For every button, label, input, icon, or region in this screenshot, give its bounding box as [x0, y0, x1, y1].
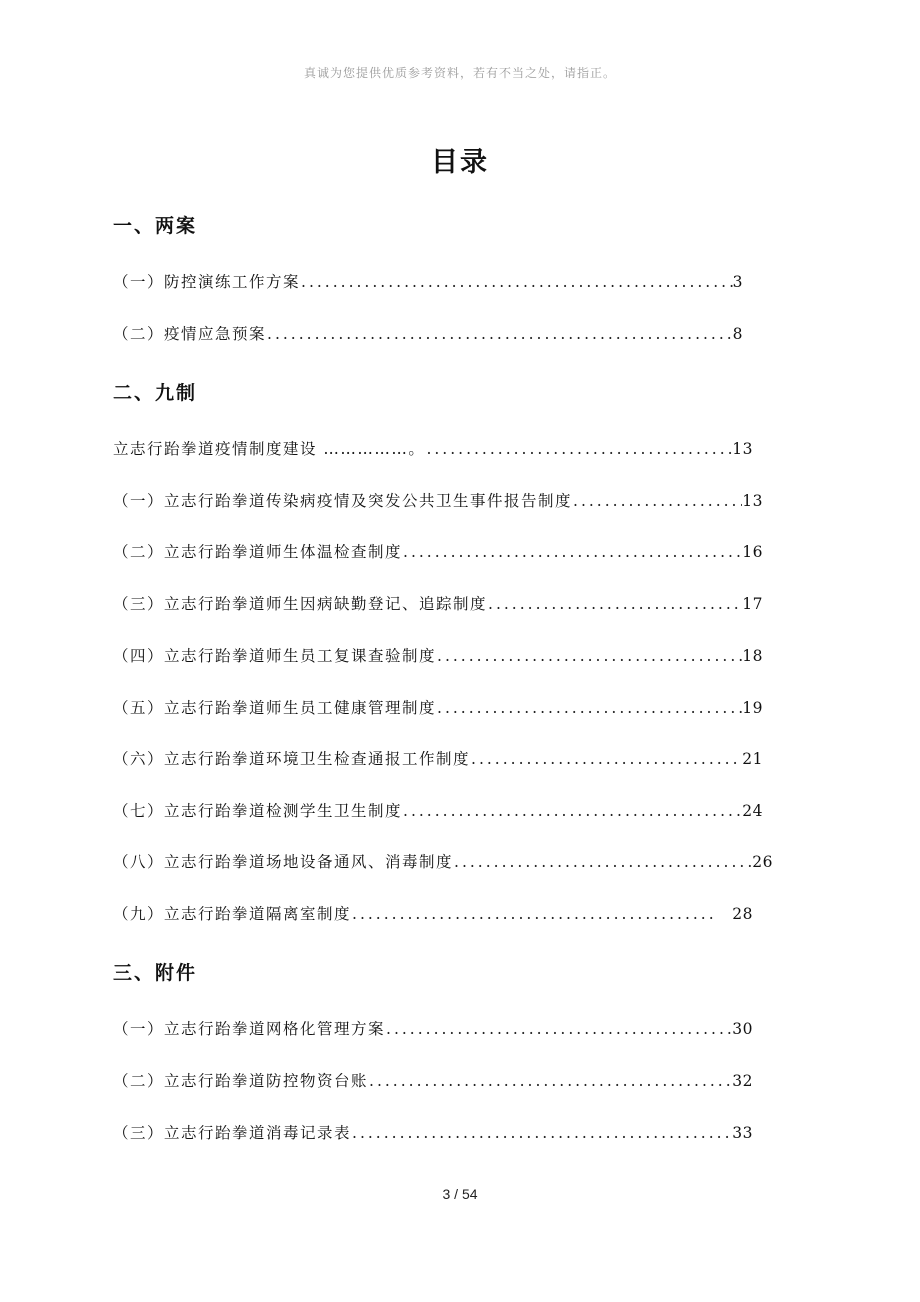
section-heading-jiuzhi: 二、九制: [113, 382, 198, 404]
toc-entry[interactable]: [113, 644, 763, 668]
toc-entry-page: 13: [732, 440, 753, 458]
toc-entry[interactable]: [113, 489, 763, 513]
page-number-footer: 3 / 54: [442, 1186, 478, 1202]
toc-entry[interactable]: [113, 902, 753, 926]
toc-entry-page: 8: [732, 325, 743, 343]
toc-entry-label: （五）立志行跆拳道师生员工健康管理制度: [113, 699, 437, 717]
section-heading-liangan: 一、两案: [113, 215, 198, 237]
toc-leader-dots: [453, 853, 752, 871]
toc-leader-dots: [487, 595, 742, 613]
toc-entry[interactable]: [113, 696, 763, 720]
toc-entry-page: 32: [732, 1072, 753, 1090]
toc-entry-label: （二）立志行跆拳道师生体温检查制度: [113, 543, 403, 561]
toc-entry[interactable]: [113, 1069, 753, 1093]
toc-leader-dots: [385, 1020, 732, 1038]
toc-entry[interactable]: [113, 1121, 753, 1145]
toc-entry-page: 30: [732, 1020, 753, 1038]
toc-entry[interactable]: [113, 322, 743, 346]
toc-leader-dots: [351, 905, 718, 923]
watermark-text: 真诚为您提供优质参考资料，若有不当之处，请指正。: [303, 66, 616, 80]
toc-entry[interactable]: [113, 270, 743, 294]
toc-leader-dots: [425, 440, 732, 458]
toc-leader-dots: [402, 543, 742, 561]
toc-entry-page: 26: [752, 853, 773, 871]
toc-entry-label: （七）立志行跆拳道检测学生卫生制度: [113, 802, 403, 820]
toc-entry-page: 28: [732, 905, 753, 923]
toc-entry-label: （一）防控演练工作方案: [113, 273, 301, 291]
toc-entry-label: （四）立志行跆拳道师生员工复课查验制度: [113, 647, 437, 665]
toc-leader-dots: [266, 325, 733, 343]
toc-entry-page: 13: [742, 492, 763, 510]
toc-entry-page: 21: [742, 750, 763, 768]
toc-entry[interactable]: [113, 799, 763, 823]
toc-entry-page: 19: [742, 699, 763, 717]
toc-entry-page: 24: [742, 802, 763, 820]
toc-leader-dots: [368, 1072, 732, 1090]
toc-entry-label: 立志行跆拳道疫情制度建设 ……………。: [113, 440, 426, 458]
toc-entry-page: 3: [732, 273, 743, 291]
toc-leader-dots: [470, 750, 742, 768]
toc-entry[interactable]: [113, 747, 763, 771]
toc-leader-dots: [572, 492, 742, 510]
toc-entry-label: （一）立志行跆拳道网格化管理方案: [113, 1020, 386, 1038]
toc-entry-label: （三）立志行跆拳道师生因病缺勤登记、追踪制度: [113, 595, 488, 613]
toc-entry[interactable]: [113, 540, 763, 564]
toc-entry-label: （二）立志行跆拳道防控物资台账: [113, 1072, 369, 1090]
toc-entry-label: （六）立志行跆拳道环境卫生检查通报工作制度: [113, 750, 471, 768]
toc-entry-page: 17: [742, 595, 763, 613]
page-title: 目录: [431, 147, 489, 178]
toc-entry-label: （三）立志行跆拳道消毒记录表: [113, 1124, 352, 1142]
toc-entry-label: （八）立志行跆拳道场地设备通风、消毒制度: [113, 853, 454, 871]
toc-leader-dots: [402, 802, 742, 820]
toc-entry-page: 18: [742, 647, 763, 665]
toc-entry[interactable]: [113, 592, 763, 616]
toc-entry-label: （九）立志行跆拳道隔离室制度: [113, 905, 352, 923]
toc-entry-page: 33: [732, 1124, 753, 1142]
toc-entry-label: （一）立志行跆拳道传染病疫情及突发公共卫生事件报告制度: [113, 492, 573, 510]
toc-entry[interactable]: [113, 437, 753, 461]
toc-leader-dots: [436, 699, 742, 717]
toc-entry[interactable]: [113, 850, 773, 874]
toc-entry-page: 16: [742, 543, 763, 561]
toc-leader-dots: [351, 1124, 732, 1142]
section-heading-fujian: 三、附件: [113, 962, 198, 984]
toc-entry-label: （二）疫情应急预案: [113, 325, 267, 343]
toc-leader-dots: [436, 647, 742, 665]
toc-entry[interactable]: [113, 1017, 753, 1041]
toc-leader-dots: [300, 273, 733, 291]
